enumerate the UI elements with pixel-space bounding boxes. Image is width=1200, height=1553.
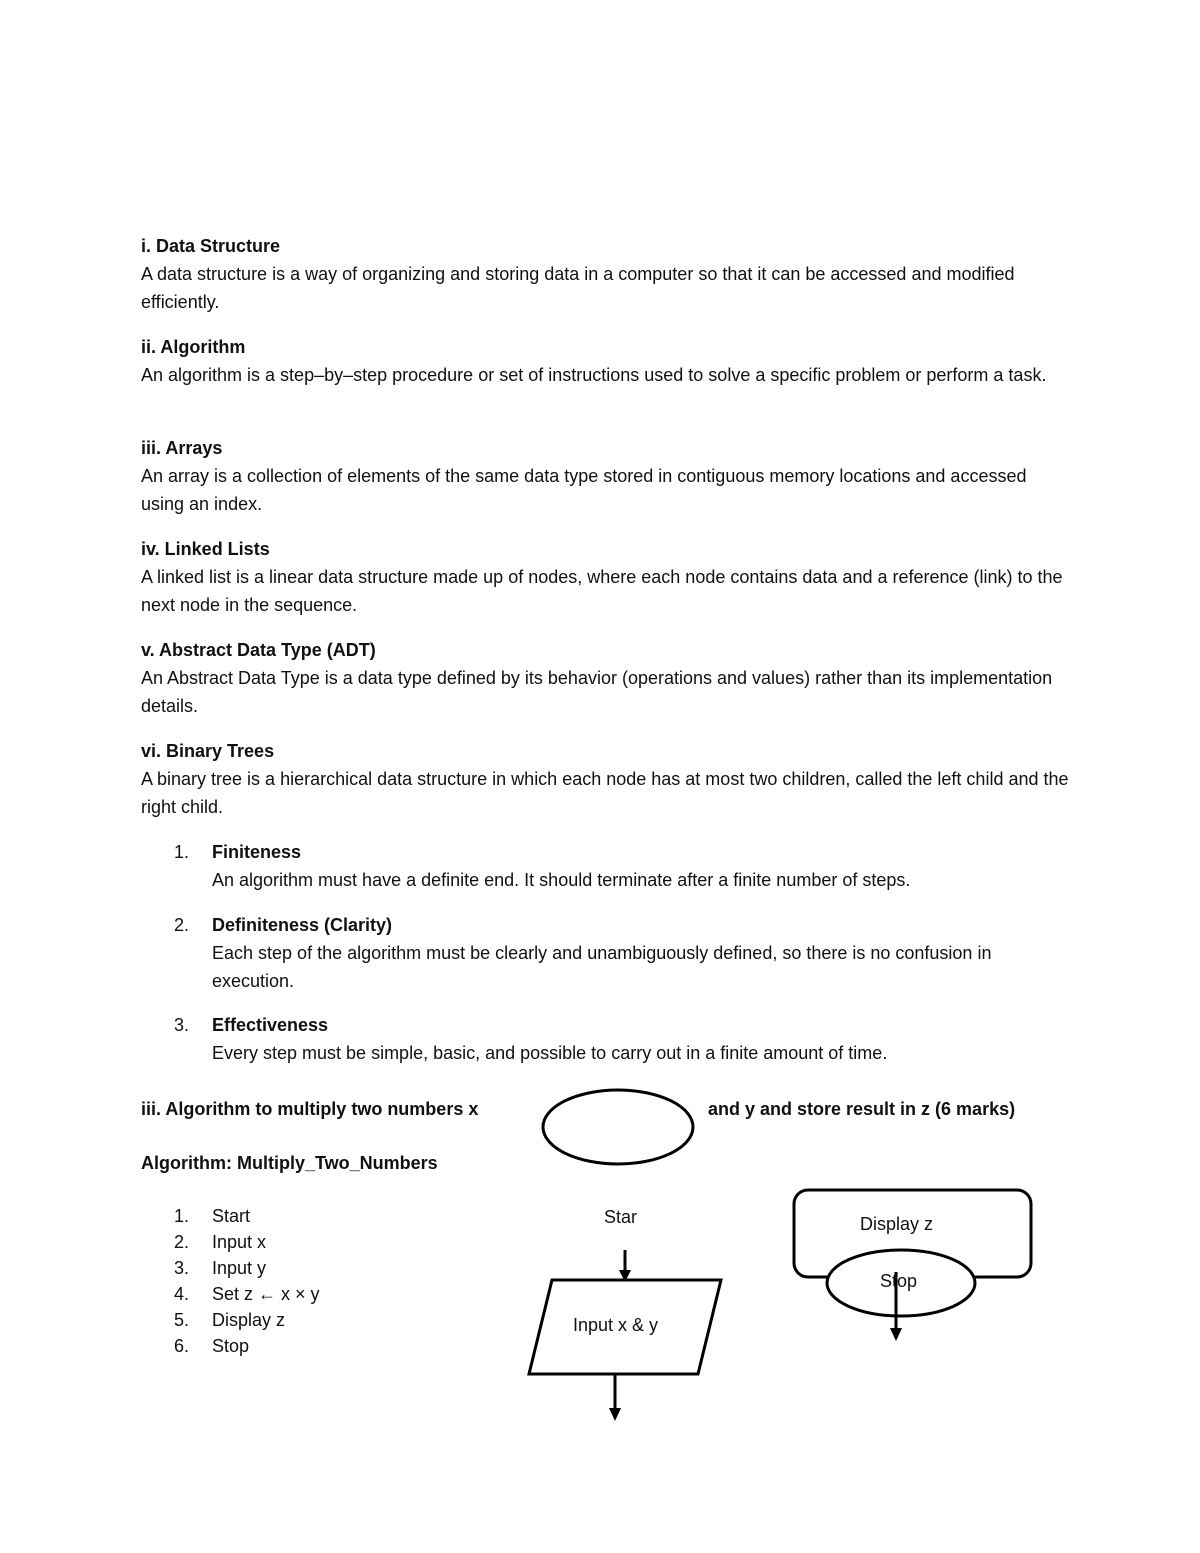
question-heading-right: and y and store result in z (6 marks) <box>708 1099 1016 1119</box>
list-number: 2. <box>174 915 190 935</box>
question-heading-left: iii. Algorithm to multiply two numbers x <box>141 1099 479 1119</box>
definition-title: iv. Linked Lists <box>141 539 270 559</box>
display-label: Display z <box>860 1214 934 1234</box>
definition-title: iii. Arrays <box>141 438 223 458</box>
list-number: 5. <box>174 1310 190 1330</box>
criterion-description: Every step must be simple, basic, and possible to carry out in a finite amount of time. <box>212 1043 888 1063</box>
list-number: 6. <box>174 1336 190 1356</box>
list-number: 4. <box>174 1284 190 1304</box>
list-number: 3. <box>174 1015 190 1035</box>
definition-text: An array is a collection of elements of the same data type stored in contiguous memory locations and accessed using an index. <box>141 466 1027 514</box>
stop-label: Stop <box>880 1271 918 1291</box>
definition-title: vi. Binary Trees <box>141 741 275 761</box>
start-label: Star <box>604 1207 638 1227</box>
criterion-description: Each step of the algorithm must be clearly and unambiguously defined, so there is no confusion in execution. <box>212 943 992 991</box>
criterion-title: Definiteness (Clarity) <box>212 915 393 935</box>
step-text: Input y <box>212 1258 267 1278</box>
definition-text: A linked list is a linear data structure made up of nodes, where each node contains data and a reference (link) to the next node in the sequence. <box>141 567 1063 615</box>
step-text: Set z ← x × y <box>212 1284 320 1304</box>
start-terminal-shape <box>543 1090 693 1164</box>
criterion-title: Effectiveness <box>212 1015 329 1035</box>
input-label: Input x & y <box>573 1315 659 1335</box>
definition-text: An algorithm is a step–by–step procedure or set of instructions used to solve a specific problem or perform a task. <box>141 365 1047 385</box>
list-number: 1. <box>174 842 190 862</box>
list-number: 2. <box>174 1232 190 1252</box>
step-text: Stop <box>212 1336 250 1356</box>
definition-title: ii. Algorithm <box>141 337 246 357</box>
criterion-title: Finiteness <box>212 842 302 862</box>
step-text: Start <box>212 1206 251 1226</box>
definition-text: A data structure is a way of organizing and storing data in a computer so that it can be accessed and modified efficiently. <box>141 264 1015 312</box>
definition-title: i. Data Structure <box>141 236 281 256</box>
list-number: 3. <box>174 1258 190 1278</box>
definition-text: An Abstract Data Type is a data type defined by its behavior (operations and values) rather than its implementation details. <box>141 668 1053 716</box>
step-text: Display z <box>212 1310 286 1330</box>
step-text: Input x <box>212 1232 267 1252</box>
definition-text: A binary tree is a hierarchical data structure in which each node has at most two children, called the left child and the right child. <box>141 769 1069 817</box>
arrowhead-icon <box>609 1408 621 1421</box>
algorithm-name: Algorithm: Multiply_Two_Numbers <box>141 1153 438 1173</box>
definition-title: v. Abstract Data Type (ADT) <box>141 640 376 660</box>
criterion-description: An algorithm must have a definite end. It should terminate after a finite number of steps. <box>212 870 911 890</box>
list-number: 1. <box>174 1206 190 1226</box>
arrowhead-icon <box>890 1328 902 1341</box>
